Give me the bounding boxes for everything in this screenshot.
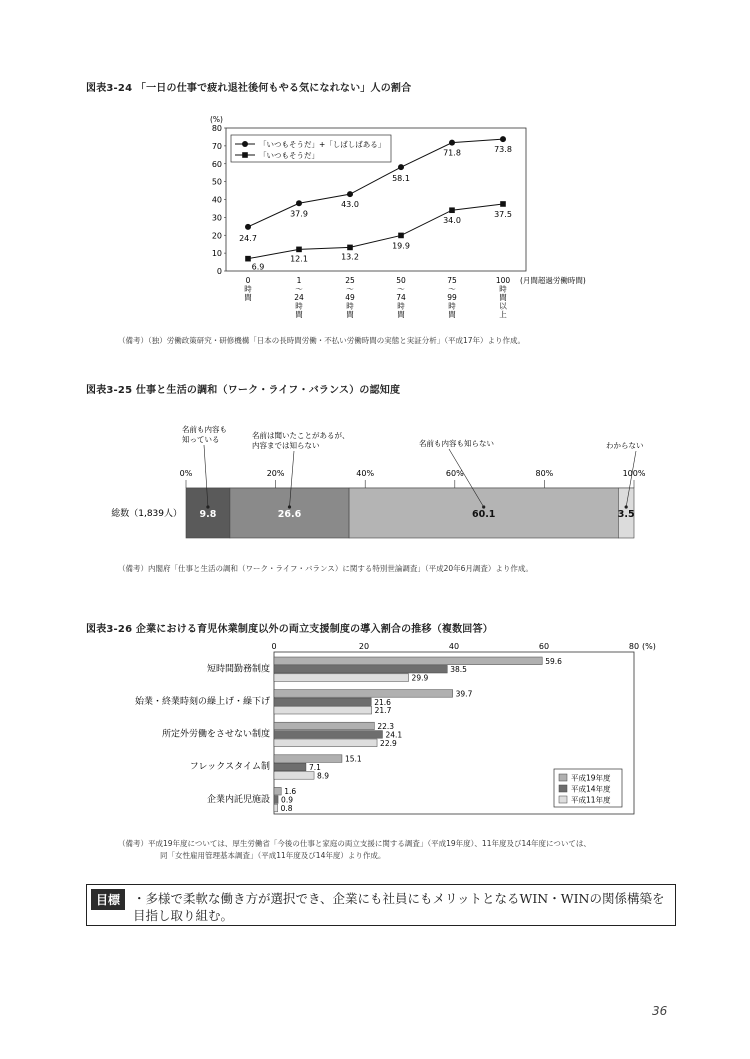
- legend-swatch: [559, 796, 567, 803]
- bar-value-label: 22.9: [380, 738, 397, 748]
- x-tick-label: 24: [294, 293, 304, 302]
- bar: [274, 722, 374, 730]
- bar-value-label: 1.6: [284, 787, 297, 797]
- segment-value-label: 26.6: [277, 509, 302, 520]
- y-tick-label: 70: [211, 141, 222, 151]
- segment-name-label: 名前は聞いたことがあるが、: [252, 431, 350, 440]
- x-unit-label: (%): [642, 642, 656, 651]
- x-tick-label: 0: [271, 642, 277, 651]
- category-label: 始業・終業時刻の繰上げ・繰下げ: [134, 697, 270, 707]
- line-point: [398, 164, 404, 170]
- x-tick-label: 〜: [346, 284, 354, 294]
- x-tick-label: 時: [499, 284, 507, 294]
- category-label: 所定外労働をさせない制度: [161, 729, 270, 740]
- bar: [274, 665, 447, 673]
- legend-label: 平成14年度: [571, 784, 611, 794]
- data-label: 13.2: [341, 252, 359, 262]
- x-tick-label: 80%: [535, 469, 554, 478]
- x-tick-label: 40%: [356, 469, 375, 478]
- bar-value-label: 21.7: [374, 706, 392, 716]
- bar-value-label: 39.7: [455, 689, 473, 699]
- line-point: [245, 256, 251, 262]
- segment-value-label: 3.5: [617, 509, 635, 520]
- x-tick-label: 25: [345, 276, 355, 285]
- x-tick-label: 上: [499, 310, 507, 319]
- y-tick-label: 10: [211, 249, 222, 259]
- bar: [274, 787, 281, 795]
- data-label: 37.9: [290, 209, 308, 219]
- x-tick-label: 間: [448, 310, 456, 319]
- segment-value-label: 9.8: [199, 509, 217, 520]
- page-number: 36: [652, 1004, 668, 1018]
- line-point: [245, 224, 251, 230]
- legend-swatch: [559, 785, 567, 792]
- bar-value-label: 22.3: [377, 722, 395, 731]
- x-tick-label: 時: [295, 301, 303, 311]
- bar-value-label: 0.8: [280, 804, 293, 813]
- bar: [274, 739, 377, 747]
- legend-label: 「いつもそうだ」+「しばしばある」: [259, 140, 386, 149]
- bar: [274, 690, 453, 698]
- x-tick-label: 60%: [445, 469, 464, 478]
- data-label: 37.5: [494, 209, 512, 219]
- line-point: [500, 136, 506, 142]
- x-tick-label: 時: [346, 301, 354, 311]
- leader-dot: [482, 505, 485, 508]
- fig25-title: 図表3-25 仕事と生活の調和（ワーク・ライフ・バランス）の認知度: [86, 385, 401, 396]
- legend-swatch: [559, 774, 567, 781]
- legend-marker: [242, 152, 248, 158]
- fig25-stacked-bar-chart: [86, 420, 666, 550]
- bar: [274, 804, 278, 812]
- fig24-line-chart: [180, 106, 610, 326]
- x-tick-label: 75: [447, 276, 457, 285]
- x-tick-label: 74: [396, 293, 406, 302]
- x-tick-label: 50: [396, 276, 406, 285]
- bar: [274, 706, 372, 714]
- bar: [274, 755, 342, 763]
- x-tick-label: 100: [495, 276, 511, 285]
- data-label: 71.8: [443, 148, 461, 158]
- x-tick-label: 間: [346, 310, 354, 319]
- y-tick-label: 60: [211, 159, 222, 169]
- fig26-note-line2: 同「女性雇用管理基本調査」（平成11年度及び14年度）より作成。: [160, 851, 386, 860]
- x-tick-label: 1: [296, 276, 302, 285]
- leader-dot: [625, 505, 628, 508]
- x-tick-label: 時: [397, 301, 405, 311]
- x-tick-label: 〜: [397, 284, 405, 294]
- goal-label: 目標: [91, 889, 125, 910]
- fig25-note: （備考）内閣府「仕事と生活の調和（ワーク・ライフ・バランス）に関する特別世論調査」（平成20年6月調査）より作成。: [118, 564, 533, 573]
- goal-text: ・多様で柔軟な働き方が選択でき、企業にも社員にもメリットとなるWIN・WINの関係構築を目指し取り組む。: [133, 891, 665, 923]
- x-tick-label: 99: [447, 293, 457, 302]
- x-tick-label: 以: [499, 301, 507, 311]
- x-tick-label: 80: [628, 642, 640, 651]
- segment-value-label: 60.1: [471, 509, 496, 520]
- data-label: 12.1: [290, 254, 308, 264]
- line-point: [296, 200, 302, 206]
- data-label: 34.0: [443, 216, 461, 226]
- fig24-note: （備考）（独）労働政策研究・研修機構「日本の長時間労働・不払い労働時間の実態と実証分析」（平成17年）より作成。: [118, 336, 526, 345]
- x-tick-label: 間: [397, 310, 405, 319]
- bar-value-label: 21.6: [374, 697, 391, 707]
- x-tick-label: 時: [244, 284, 252, 294]
- segment-name-label: 名前も内容も知らない: [419, 439, 494, 448]
- data-label: 43.0: [341, 200, 359, 210]
- segment-name-label: 内容までは知らない: [252, 441, 320, 450]
- y-tick-label: 20: [211, 231, 222, 241]
- bar: [274, 674, 409, 682]
- bar-value-label: 29.9: [411, 673, 429, 683]
- legend: [554, 769, 622, 807]
- legend-marker: [242, 141, 248, 147]
- line-point: [398, 233, 404, 239]
- data-label: 73.8: [494, 145, 512, 155]
- x-tick-label: 間: [295, 310, 303, 319]
- y-tick-label: 80: [211, 124, 222, 133]
- data-label: 6.9: [251, 262, 265, 272]
- bar: [274, 731, 382, 739]
- leader-dot: [206, 505, 209, 508]
- segment-name-label: 名前も内容も: [182, 425, 227, 434]
- x-tick-label: 0%: [179, 469, 193, 478]
- x-axis-label: (月間超過労働時間): [520, 276, 586, 285]
- bar: [274, 772, 314, 780]
- y-tick-label: 40: [211, 195, 222, 205]
- bar: [274, 796, 278, 804]
- x-tick-label: 40: [448, 642, 460, 651]
- y-unit-label: (%): [210, 115, 223, 124]
- goal-box: [86, 884, 676, 926]
- fig24-title: 図表3-24 「一日の仕事で疲れ退社後何もやる気になれない」人の割合: [86, 83, 412, 94]
- x-tick-label: 20: [358, 642, 370, 651]
- line-point: [347, 245, 353, 251]
- x-tick-label: 49: [345, 293, 355, 302]
- fig26-grouped-bar-chart: [86, 640, 676, 820]
- bar-value-label: 38.5: [450, 665, 467, 675]
- bar-value-label: 0.9: [281, 795, 293, 805]
- category-label: フレックスタイム制: [189, 762, 270, 773]
- line-point: [449, 207, 455, 213]
- category-label: 総数（1,839人）: [111, 509, 182, 519]
- x-tick-label: 〜: [295, 284, 303, 294]
- segment-name-label: わからない: [606, 441, 644, 450]
- leader-dot: [288, 505, 291, 508]
- x-tick-label: 60: [538, 642, 550, 651]
- data-label: 58.1: [392, 174, 410, 184]
- x-tick-label: 間: [499, 293, 507, 302]
- bar-value-label: 7.1: [308, 763, 321, 772]
- bar: [274, 698, 371, 706]
- data-label: 24.7: [239, 233, 257, 243]
- y-tick-label: 50: [211, 177, 222, 187]
- legend-label: 平成19年度: [571, 773, 611, 783]
- line-point: [296, 247, 302, 253]
- bar-value-label: 8.9: [317, 771, 329, 781]
- category-label: 短時間勤務制度: [206, 664, 270, 675]
- category-label: 企業内託児施設: [206, 794, 270, 805]
- data-label: 19.9: [392, 241, 410, 251]
- legend-label: 「いつもそうだ」: [259, 151, 319, 160]
- line-point: [347, 191, 353, 197]
- series-line: [248, 204, 503, 262]
- bar-value-label: 15.1: [344, 754, 362, 764]
- fig26-title: 図表3-26 企業における育児休業制度以外の両立支援制度の導入割合の推移（複数回答）: [86, 624, 493, 635]
- legend: [231, 135, 391, 162]
- bar: [274, 657, 542, 665]
- segment-name-label: 知っている: [182, 435, 220, 444]
- bar: [274, 763, 306, 771]
- line-point: [449, 140, 455, 146]
- y-tick-label: 0: [216, 267, 222, 276]
- x-tick-label: 〜: [448, 284, 456, 294]
- legend-label: 平成11年度: [571, 795, 611, 805]
- bar-value-label: 24.1: [385, 730, 403, 740]
- fig26-note-line1: （備考）平成19年度については、厚生労働省「今後の仕事と家庭の両立支援に関する調査」（平成19年度）、11年度及び14年度については、: [118, 839, 591, 848]
- y-tick-label: 30: [211, 213, 222, 223]
- x-tick-label: 0: [245, 276, 251, 285]
- x-tick-label: 間: [244, 293, 252, 302]
- line-point: [500, 201, 506, 207]
- x-tick-label: 100%: [622, 469, 646, 478]
- bar-value-label: 59.6: [545, 656, 562, 666]
- x-tick-label: 時: [448, 301, 456, 311]
- x-tick-label: 20%: [266, 469, 285, 478]
